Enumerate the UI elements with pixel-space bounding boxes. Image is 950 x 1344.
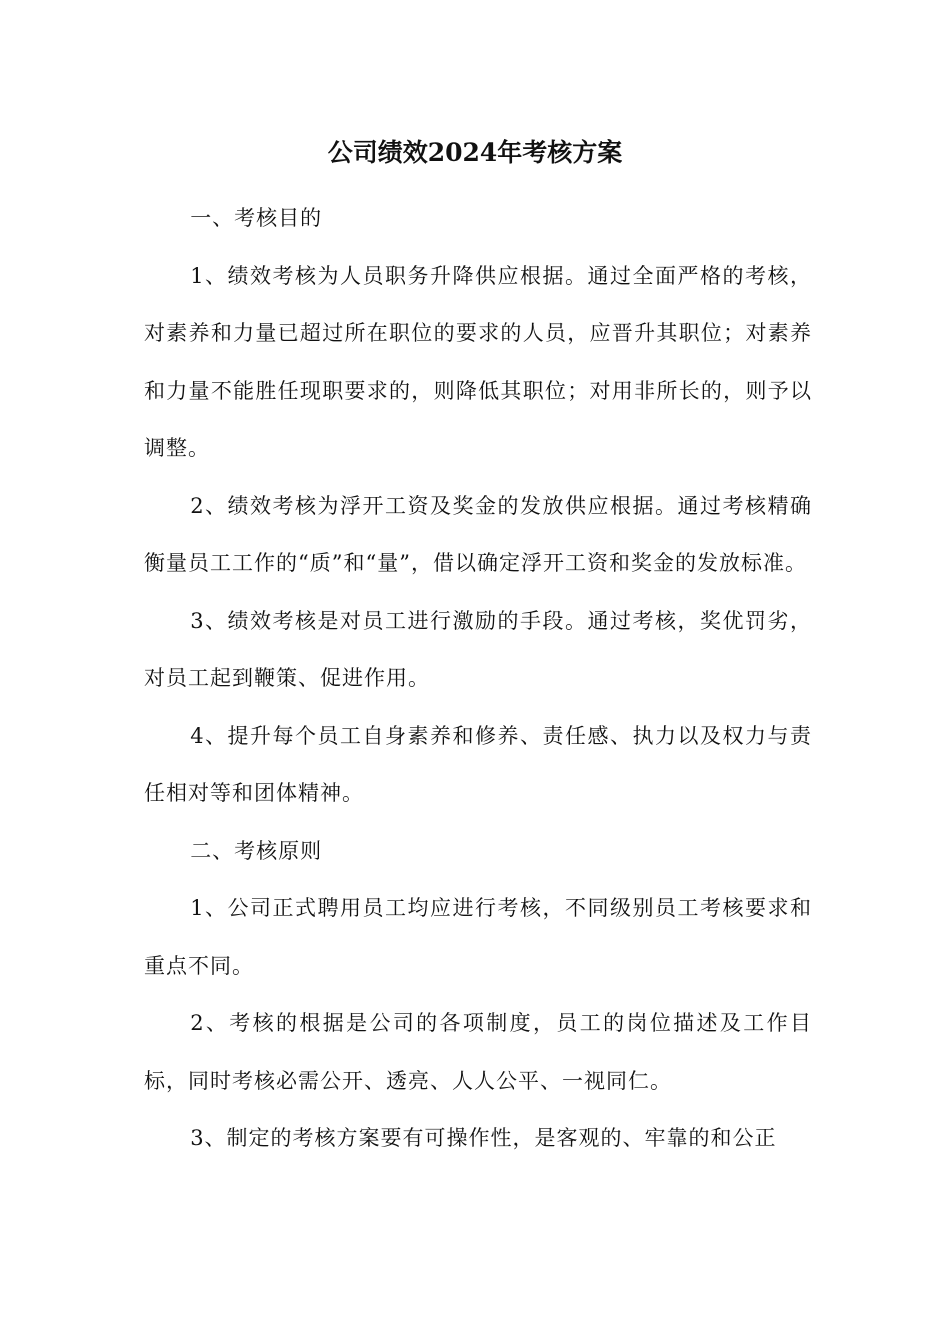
paragraph-purpose-2: 2、绩效考核为浮开工资及奖金的发放供应根据。通过考核精确衡量员工工作的“质”和“量”，借以确定浮开工资和奖金的发放标准。 bbox=[144, 493, 812, 575]
document-title: 公司绩效2024年考核方案 bbox=[327, 138, 623, 167]
paragraph-purpose-4: 4、提升每个员工自身素养和修养、责任感、执力以及权力与责任相对等和团体精神。 bbox=[144, 723, 812, 805]
document-body bbox=[144, 190, 812, 1168]
section-heading-principles: 二、考核原则 bbox=[190, 838, 323, 863]
paragraph-purpose-1: 1、绩效考核为人员职务升降供应根据。通过全面严格的考核，对素养和力量已超过所在职位的要求的人员，应晋升其职位；对素养和力量不能胜任现职要求的，则降低其职位；对用非所长的，则予以调整。 bbox=[144, 263, 812, 460]
paragraph-principle-2: 2、考核的根据是公司的各项制度，员工的岗位描述及工作目标，同时考核必需公开、透亮、人人公平、一视同仁。 bbox=[144, 1011, 812, 1093]
paragraph-purpose-3: 3、绩效考核是对员工进行激励的手段。通过考核，奖优罚劣，对员工起到鞭策、促进作用。 bbox=[144, 608, 812, 690]
section-heading-purpose: 一、考核目的 bbox=[190, 206, 323, 230]
paragraph-principle-1: 1、公司正式聘用员工均应进行考核，不同级别员工考核要求和重点不同。 bbox=[144, 896, 812, 978]
paragraph-principle-3: 3、制定的考核方案要有可操作性，是客观的、牢靠的和公正 bbox=[190, 1126, 777, 1150]
